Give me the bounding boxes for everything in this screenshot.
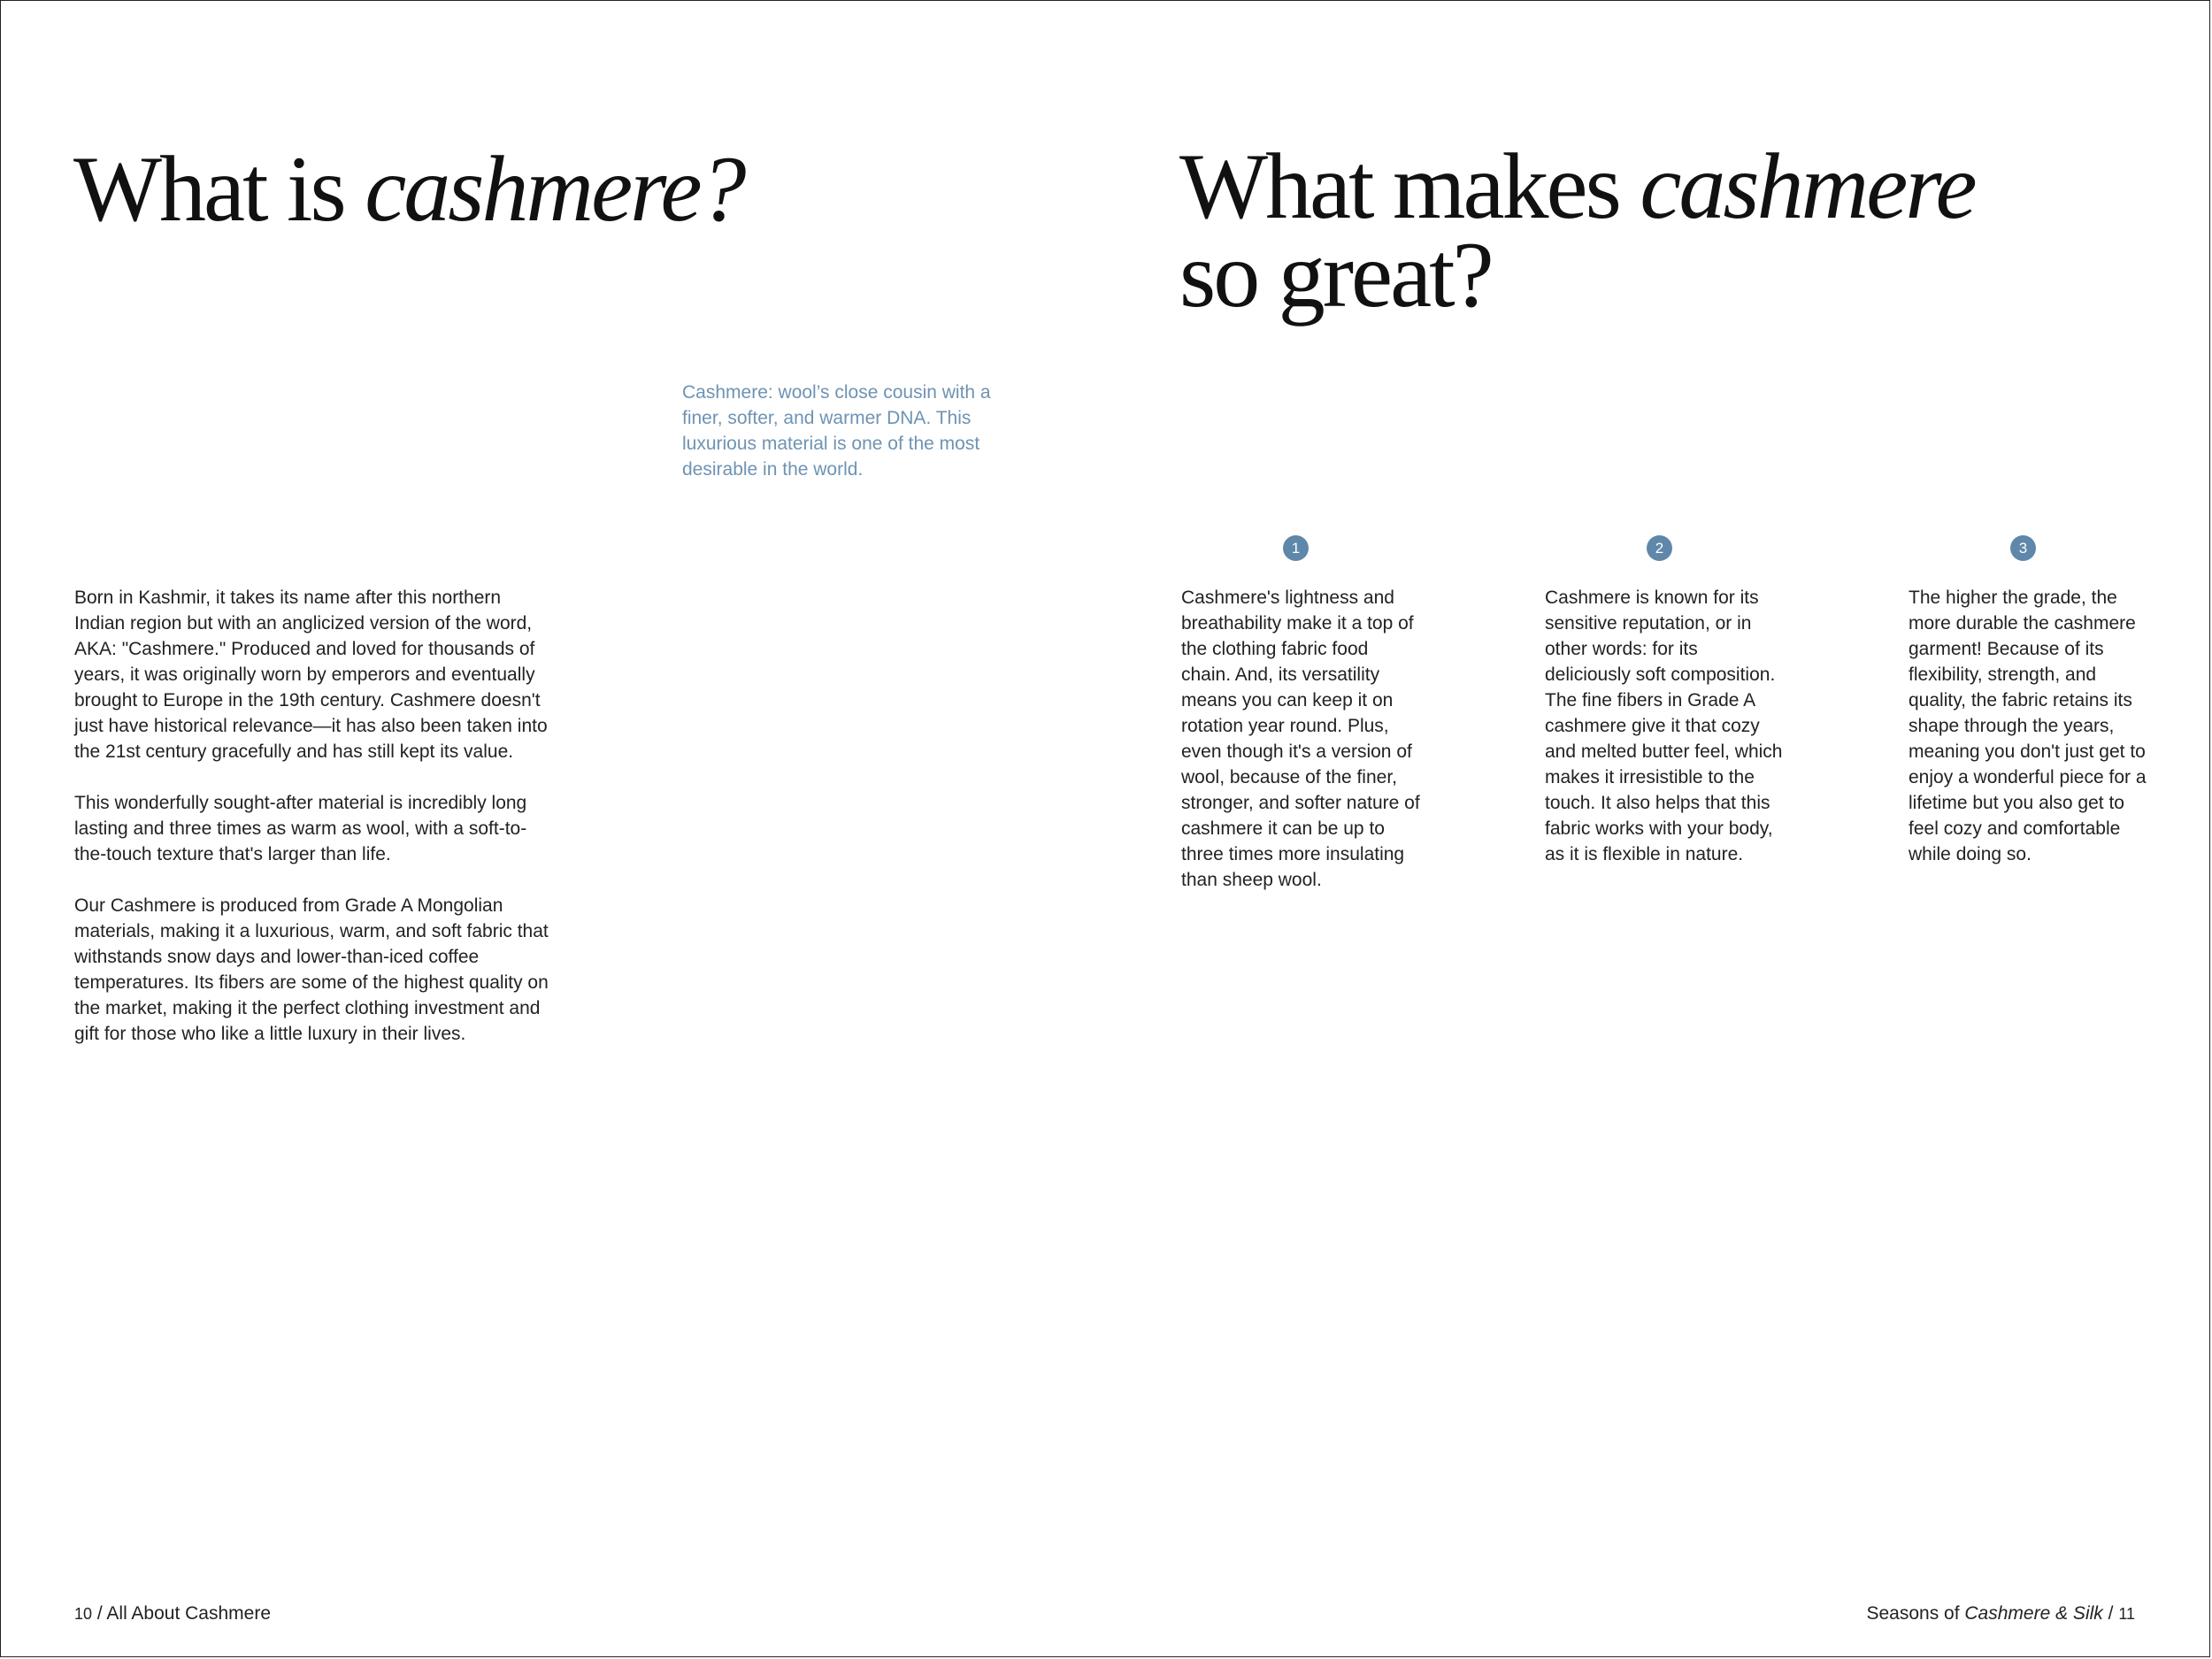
right-footer-separator: / (2108, 1603, 2114, 1624)
right-page-footer (1866, 1602, 2135, 1625)
right-footer-title-prefix: Seasons of (1866, 1603, 1965, 1624)
left-title-plain: What is (73, 137, 365, 241)
right-title-plain-1: What makes (1179, 134, 1640, 238)
right-page-title (1179, 134, 2064, 326)
pull-quote: Cashmere: wool’s close cousin with a finer, softer, and warmer DNA. This luxurious material is one of the most desirable in the world. (682, 382, 991, 480)
left-footer-section: All About Cashmere (106, 1603, 272, 1624)
feature-text-1: Cashmere's lightness and breathability make it a top of the clothing fabric food chain. And, its versatility means you can keep it on rotation year round. Plus, even though it's a version of wool, because of the finer, stronger, and softer nature of cashmere it can be up to three times more insulating than sheep wool. (1181, 588, 1420, 890)
right-title-italic: cashmere (1640, 134, 1975, 238)
left-page-number: 10 (74, 1605, 93, 1623)
feature-text-3: The higher the grade, the more durable the cashmere garment! Because of its flexibility, strength, and quality, the fabric retains its shape through the years, meaning you don't just get to enjoy a wonderful piece for a lifetime but you also get to feel cozy and comfortable while doing so. (1909, 588, 2147, 864)
feature-number-badge-3: 3 (2010, 535, 2036, 561)
body-paragraph-3: Our Cashmere is produced from Grade A Mongolian materials, making it a luxurious, warm, and soft fabric that withstands snow days and lower-than-iced coffee temperatures. Its fibers are some of the highest quality on the market, making it the perfect clothing investment and gift for those who like a little luxury in their lives. (74, 895, 549, 1044)
left-footer-separator: / (96, 1603, 103, 1624)
left-body-text (74, 585, 552, 1072)
feature-text-2: Cashmere is known for its sensitive reputation, or in other words: for its deliciously soft composition. The fine fibers in Grade A cashmere give it that cozy and melted butter feel, which makes it irresistible to the touch. It also helps that this fabric works with your body, as it is flexible in nature. (1545, 588, 1783, 864)
right-title-plain-2: so great? (1179, 223, 1492, 326)
left-title-italic: cashmere? (365, 137, 744, 241)
right-footer-title-italic: Cashmere & Silk (1964, 1603, 2103, 1624)
feature-number-badge-2: 2 (1647, 535, 1672, 561)
right-page-number: 11 (2118, 1605, 2135, 1623)
left-page-footer (74, 1602, 271, 1625)
feature-number-badge-1: 1 (1283, 535, 1309, 561)
left-page-title (73, 137, 744, 241)
body-paragraph-1: Born in Kashmir, it takes its name after this northern Indian region but with an anglicized version of the word, AKA: "Cashmere." Produced and loved for thousands of years, it was originally worn by emperors and eventually brought to Europe in the 19th century. Cashmere doesn't just have historical relevance—it has also been taken into the 21st century gracefully and has still kept its value. (74, 588, 548, 762)
body-paragraph-2: This wonderfully sought-after material is incredibly long lasting and three times as warm as wool, with a soft-to-the-touch texture that's larger than life. (74, 793, 527, 864)
